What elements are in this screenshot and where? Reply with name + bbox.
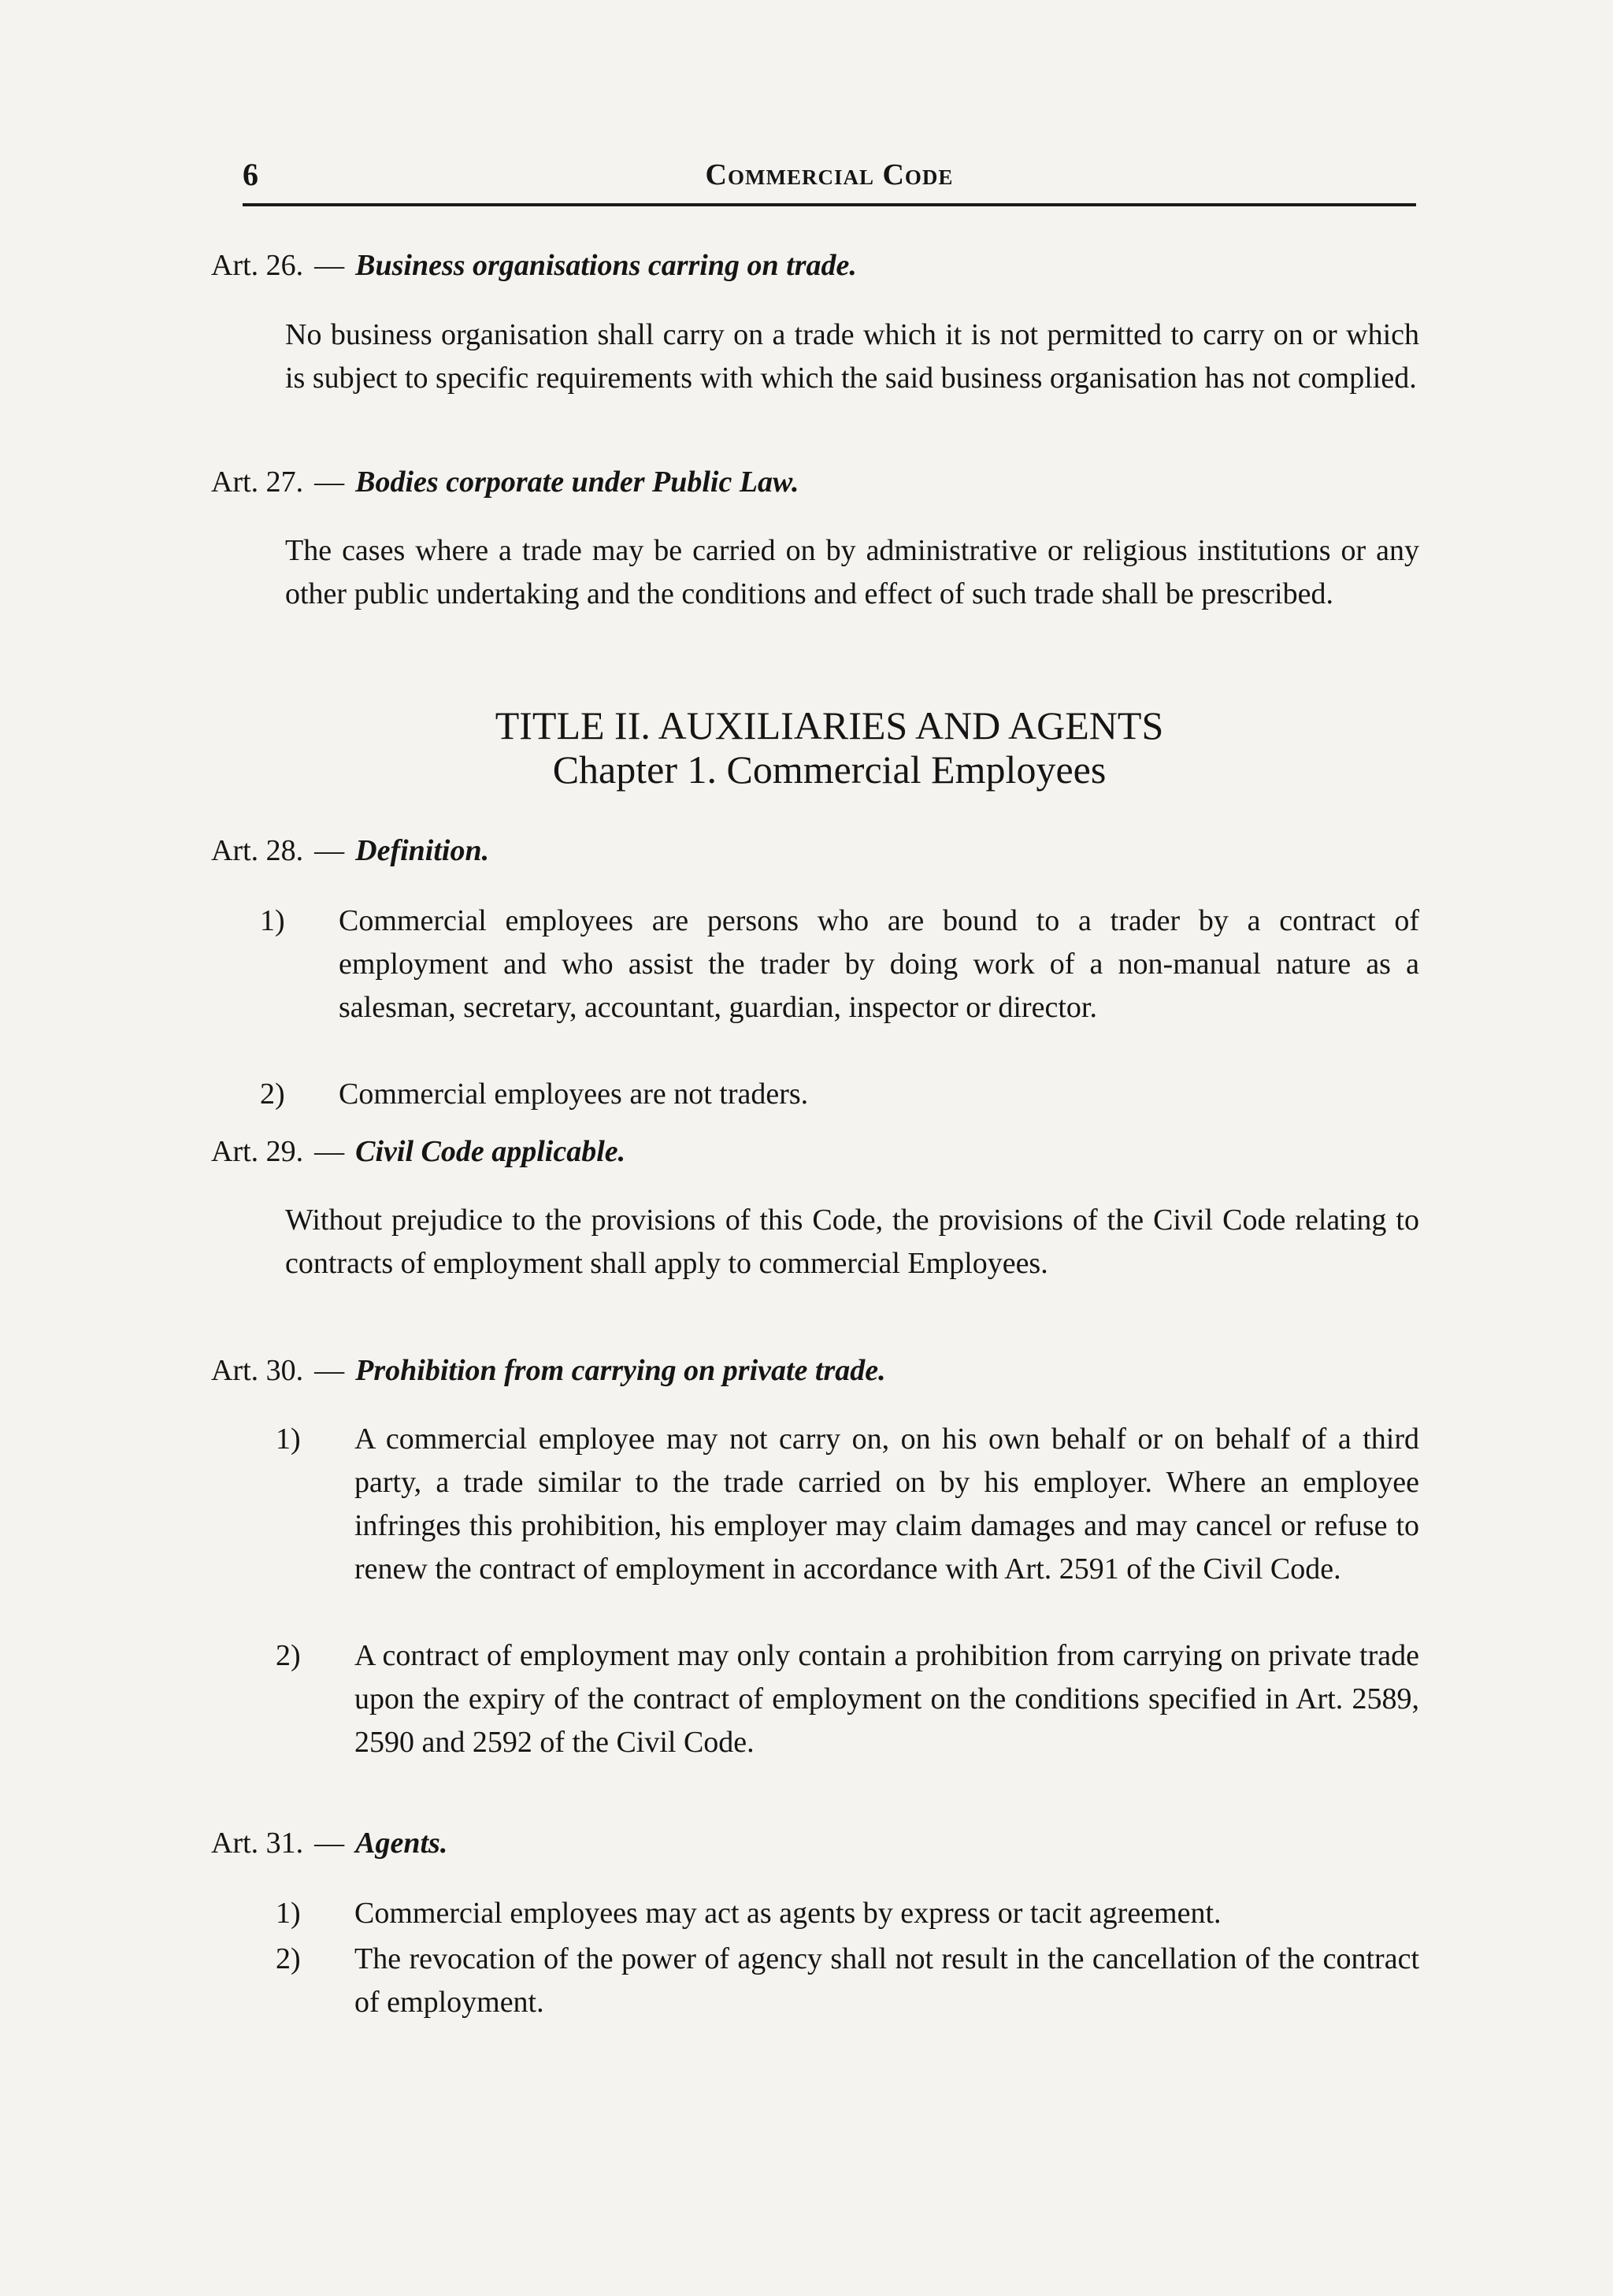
article-title: Business organisations carring on trade. (355, 249, 857, 282)
item-text: A commercial employee may not carry on, on his own behalf or on behalf of a third party, a trade similar to the trade carried on by his employer. Where an employee infringes this prohibition, his employer may claim damages and may cancel or refuse to renew the contract of employment in accordance with Art. 2591 of the Civil Code. (354, 1422, 1419, 1586)
page-header (243, 156, 1416, 203)
list-item (276, 1418, 1419, 1591)
article-heading-27 (211, 465, 799, 499)
article-number: Art. 29. (211, 1135, 304, 1168)
article-dash: — (314, 1135, 345, 1168)
list-item (276, 1892, 1419, 1935)
item-text: Commercial employees are not traders. (339, 1078, 809, 1111)
article-title: Bodies corporate under Public Law. (355, 466, 799, 499)
article-paragraph-29: Without prejudice to the provisions of this Code, the provisions of the Civil Code relating to contracts of employment shall apply to commercial Employees. (285, 1204, 1419, 1280)
article-dash: — (314, 834, 345, 867)
list-item (276, 1938, 1419, 2024)
list-item (276, 1634, 1419, 1764)
item-text: The revocation of the power of agency shall not result in the cancellation of the contract of employment. (354, 1942, 1419, 2019)
article-heading-28 (211, 833, 489, 868)
item-marker: 1) (276, 1897, 301, 1930)
article-number: Art. 30. (211, 1354, 304, 1387)
article-heading-30 (211, 1353, 886, 1388)
running-head: Commercial Code (705, 158, 954, 191)
article-number: Art. 27. (211, 466, 304, 499)
article-dash: — (314, 1354, 345, 1387)
article-title: Definition. (355, 834, 490, 867)
chapter-heading: Chapter 1. Commercial Employees (552, 747, 1107, 792)
item-marker: 2) (276, 1639, 301, 1672)
item-text: Commercial employees are persons who are bound to a trader by a contract of employment and who assist the trader by doing work of a non-manual nature as a salesman, secretary, accountant, guardian, inspector or director. (339, 904, 1419, 1024)
article-dash: — (314, 466, 345, 499)
item-text: Commercial employees may act as agents by express or tacit agreement. (354, 1897, 1222, 1930)
article-number: Art. 31. (211, 1827, 304, 1860)
item-marker: 2) (260, 1078, 285, 1111)
article-paragraph-26: No business organisation shall carry on a trade which it is not permitted to carry on or which is subject to specific requirements with which the said business organisation has not complied. (285, 318, 1419, 395)
article-dash: — (314, 249, 345, 282)
title-block (243, 703, 1416, 792)
item-text: A contract of employment may only contain a prohibition from carrying on private trade upon the expiry of the contract of employment on the conditions specified in Art. 2589, 2590 and 2592 of the Civil Code. (354, 1639, 1419, 1759)
page-number: 6 (243, 157, 258, 192)
article-dash: — (314, 1827, 345, 1860)
article-title: Prohibition from carrying on private trade. (355, 1354, 886, 1387)
title-heading: TITLE II. AUXILIARIES AND AGENTS (495, 703, 1164, 747)
list-item (260, 1073, 1419, 1116)
item-marker: 1) (276, 1422, 301, 1456)
article-title: Civil Code applicable. (355, 1135, 626, 1168)
item-marker: 2) (276, 1942, 301, 1975)
article-number: Art. 28. (211, 834, 304, 867)
item-marker: 1) (260, 904, 285, 937)
list-item (260, 899, 1419, 1029)
header-rule (243, 203, 1416, 206)
article-title: Agents. (355, 1827, 448, 1860)
article-heading-26 (211, 248, 857, 283)
article-paragraph-27: The cases where a trade may be carried on by administrative or religious institutions or any other public undertaking and the conditions and effect of such trade shall be prescribed. (285, 534, 1419, 610)
article-number: Art. 26. (211, 249, 304, 282)
article-heading-31 (211, 1826, 447, 1860)
article-heading-29 (211, 1134, 625, 1169)
